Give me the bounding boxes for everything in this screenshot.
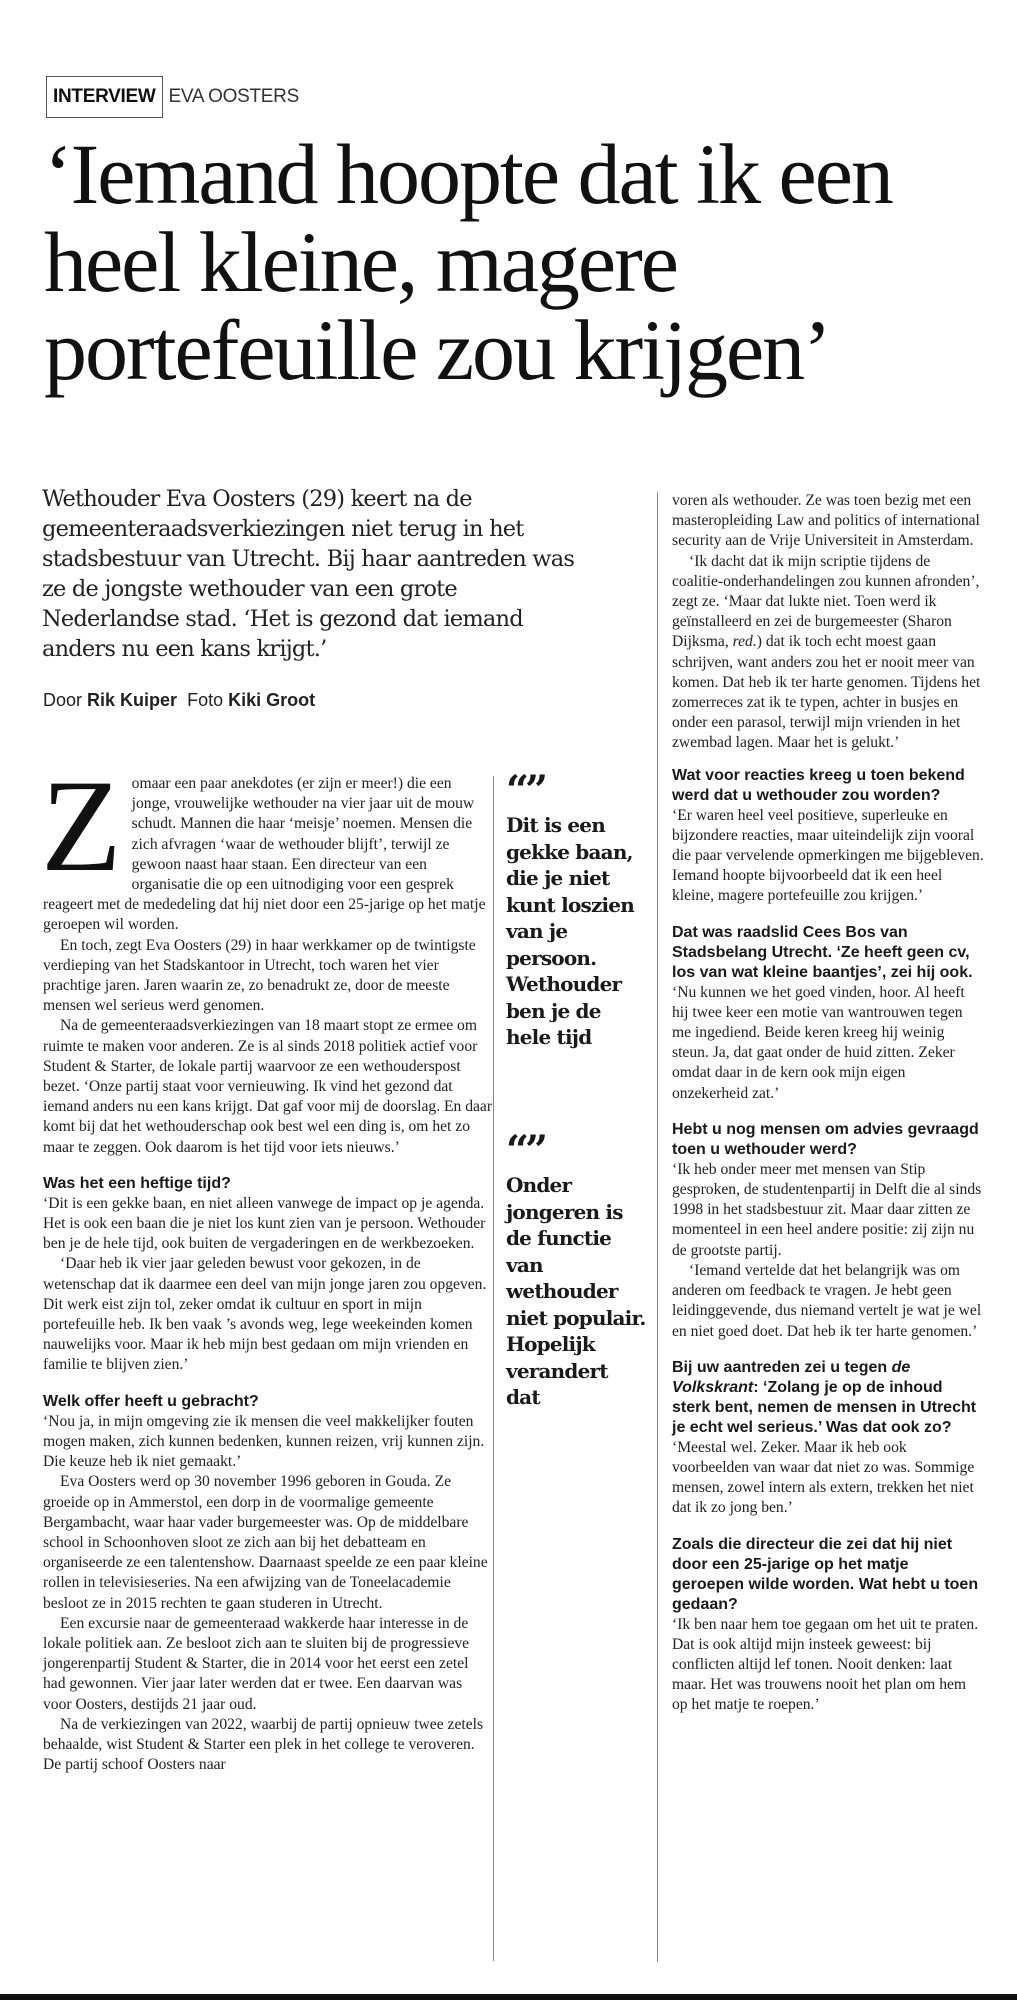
editorial-note: red. (732, 633, 757, 651)
column-divider (493, 776, 494, 1961)
body-paragraph (672, 552, 984, 754)
byline-door-label: Door (43, 690, 83, 710)
byline-foto-label: Foto (187, 690, 224, 710)
interview-answer: ‘Ik ben naar hem toe gegaan om het uit te praten. Dat is ook altijd mijn insteek geweest: bij conflicten altijd lef tonen. Nooit denken: laat maar. Het was trouwens nooit het plan om hem op het matje te roepen.’ (672, 1615, 979, 1714)
text-run: ‘Ik dacht dat ik mijn scriptie tijdens de coalitie-onderhandelingen zou kunnen afronden’, zegt ze. ‘Maar dat lukte niet. Toen werd ik geïnstalleerd en zei de burgemeester (Sharon Dijksma, (672, 552, 980, 651)
body-column-3 (672, 491, 984, 1716)
body-paragraph: voren als wethouder. Ze was toen bezig met een masteropleiding Law and politics of international security aan de Vrije Universiteit in Amsterdam. (672, 492, 980, 550)
column-divider (657, 492, 658, 1962)
intro-lead: Wethouder Eva Oosters (29) keert na de gemeenteraadsverkiezingen niet terug in het stadsbestuur van Utrecht. Bij haar aantreden was ze de jongste wethouder van een grote Nederlandse stad. ‘Het is gezond dat iemand anders nu een kans krijgt.’ (42, 486, 575, 662)
interview-answer: ‘Er waren heel veel positieve, superleuke en bijzondere reacties, maar uiteindelijk zijn vooral die paar vervelende opmerkingen me bijgebleven. Iemand hoopte bijvoorbeeld dat ik een heel kleine, magere portefeuille zou krijgen.’ (672, 806, 984, 905)
body-paragraph: omaar een paar anekdotes (er zijn er meer!) die een jonge, vrouwelijke wethouder na vier jaar uit de mouw schudt. Mannen die haar ‘meisje’ noemen. Mensen die zich afvragen ‘waar de wethouder blijft’, terwijl ze gewoon naast haar staan. Een directeur van een organisatie die op een uitnodiging voor een gesprek reageert met de mededeling dat hij niet door een 25-jarige op het matje geroepen wil worden. (43, 775, 486, 934)
body-paragraph: Na de verkiezingen van 2022, waarbij de partij opnieuw twee zetels behaalde, wist Student & Starter een plek in het college te veroveren. De partij schoof Oosters naar (43, 1715, 484, 1774)
interview-answer: ‘Meestal wel. Zeker. Maar ik heb ook voorbeelden van waar dat niet zo was. Sommige mensen, zowel intern als extern, trekken het niet dat ik zo jong ben.’ (672, 1438, 975, 1517)
body-paragraph: Een excursie naar de gemeenteraad wakkerde haar interesse in de lokale politiek aan. Ze besloot zich aan te sluiten bij de progressieve jongerenpartij Student & Starter, die in 2014 voor het eerst een zetel had gewonnen. Vier jaar later werden dat er twee. Een daarvan was voor Oosters, destijds 21 jaar oud. (43, 1614, 470, 1713)
article-kicker (46, 76, 299, 118)
interview-answer: ‘Daar heb ik vier jaar geleden bewust voor gekozen, in de wetenschap dat ik daarmee een deel van mijn jonge jaren zou opgeven. Dit werk eist zijn tol, zeker omdat ik cultuur en sport in mijn portefeuille heb. Ik ben vaak ’s avonds weg, lege weekeinden komen nauwelijks voor. Maar ik heb mijn best gedaan om mijn vrienden en familie te blijven zien.’ (43, 1255, 487, 1374)
quote-icon: “” (506, 1127, 545, 1174)
page-bottom-edge (0, 1994, 1017, 2000)
newspaper-name: de Volkskrant (672, 1358, 911, 1396)
quote-icon: “” (506, 767, 545, 814)
text-run: Bij uw aantreden zei u tegen (672, 1358, 892, 1376)
byline-author: Rik Kuiper (87, 690, 178, 710)
byline-photographer: Kiki Groot (228, 690, 316, 710)
interview-question: Zoals die directeur die zei dat hij niet door een 25-jarige op het matje geroepen wilde worden. Wat hebt u toen gedaan? (672, 1535, 979, 1613)
interview-question: Was het een heftige tijd? (43, 1174, 231, 1192)
pull-quote (506, 767, 646, 1051)
interview-question: Dat was raadslid Cees Bos van Stadsbelang Utrecht. ‘Ze heeft geen cv, los van wat kleine baantjes’, zei hij ook. (672, 923, 973, 981)
interview-answer: ‘Nou ja, in mijn omgeving zie ik mensen die veel makkelijker fouten mogen maken, zich kunnen bedenken, kunnen reizen, vrij kunnen zijn. Die keuze heb ik niet gemaakt.’ (43, 1412, 485, 1471)
interview-answer: ‘Dit is een gekke baan, en niet alleen vanwege de impact op je agenda. Het is ook een baan die je niet los kunt zien van je persoon. Wethouder ben je de hele tijd, ook buiten de vergaderingen en de werkbezoeken. (43, 1194, 486, 1253)
interview-answer: ‘Nu kunnen we het goed vinden, hoor. Al heeft hij twee keer een motie van wantrouwen tegen me ingediend. Beide keren kreeg hij weinig steun. Ja, dat gaat onder de huid zitten. Zeker omdat daar in de kern ook mijn eigen onzekerheid zat.’ (672, 983, 965, 1102)
interview-question: Hebt u nog mensen om advies gevraagd toen u wethouder werd? (672, 1120, 979, 1158)
interview-answer: ‘Ik heb onder meer met mensen van Stip gesproken, de studentenpartij in Delft die al sinds 1998 in het stadsbestuur zit. Maar daar zitten ze momenteel in een heel andere positie: zij zijn nu de grootste partij. (672, 1160, 982, 1259)
text-run: ) dat ik toch echt moest gaan schrijven, want anders zou het er nooit meer van komen. Dat heb ik ter harte genomen. Tijdens het zomerreces zat ik te typen, achter in busjes en onder een parasol, terwijl mijn vrienden in het zwembad lagen. Maar het is gelukt.’ (672, 633, 981, 752)
body-paragraph: Eva Oosters werd op 30 november 1996 geboren in Gouda. Ze groeide op in Ammerstol, een dorp in de voormalige gemeente Bergambacht, waar haar vader burgemeester was. Op de middelbare school in Schoonhoven sloot ze zich aan bij het debatteam en organiseerde ze een talentenshow. Daarnaast speelde ze een paar kleine rollen in televisieseries. Na een afwijzing van de Toneelacademie besloot ze in 2015 rechten te gaan studeren in Utrecht. (43, 1473, 488, 1612)
pull-quote-text: Dit is een gekke baan, die je niet kunt loszien van je persoon. Wethouder ben je de hele tijd (506, 813, 634, 1049)
pull-quote (506, 1127, 646, 1411)
interview-question: Welk offer heeft u gebracht? (43, 1392, 259, 1410)
drop-cap: Z (41, 752, 122, 899)
body-paragraph: Na de gemeenteraadsverkiezingen van 18 maart stopt ze ermee om ruimte te maken voor anderen. Ze is al sinds 2018 politiek actief voor Student & Starter, de lokale partij waarvoor ze een wethouderspost bezet. ‘Onze partij staat voor vernieuwing. Ik vind het gezond dat iemand anders nu een kans krijgt. Dat gaf voor mij de doorslag. En daar komt bij dat het wethouderschap ook best wel een ding is, om het zo maar te zeggen. Ook daarom is het tijd voor iets nieuws.’ (43, 1017, 493, 1156)
headline: ‘Iemand hoopte dat ik een heel kleine, magere portefeuille zou krijgen’ (44, 126, 892, 398)
pull-quote-text: Onder jongeren is de functie van wethouder niet populair. Hopelijk verandert dat (506, 1173, 646, 1409)
section-label: INTERVIEW (46, 76, 163, 118)
subject-label: EVA OOSTERS (168, 86, 299, 107)
text-run: : ‘Zolang je op de inhoud sterk bent, nemen de mensen in Utrecht je echt wel serieus.’ Was dat ook zo? (672, 1378, 977, 1436)
byline (43, 690, 315, 711)
body-paragraph: En toch, zegt Eva Oosters (29) in haar werkkamer op de twintigste verdieping van het Stadskantoor in Utrecht, toch waren het vier prachtige jaren. Jaren waarin ze, zo benadrukt ze, door de meeste mensen wel serieus werd genomen. (43, 936, 476, 1015)
interview-question: Wat voor reacties kreeg u toen bekend werd dat u wethouder zou worden? (672, 766, 965, 804)
interview-question (672, 1358, 984, 1438)
body-column-1 (41, 752, 493, 1775)
interview-answer: ‘Iemand vertelde dat het belangrijk was om anderen om feedback te vragen. Je hebt geen leidinggevende, dus niemand vertelt je wat je wel en niet goed doet. Dat heb ik ter harte genomen.’ (672, 1261, 982, 1340)
